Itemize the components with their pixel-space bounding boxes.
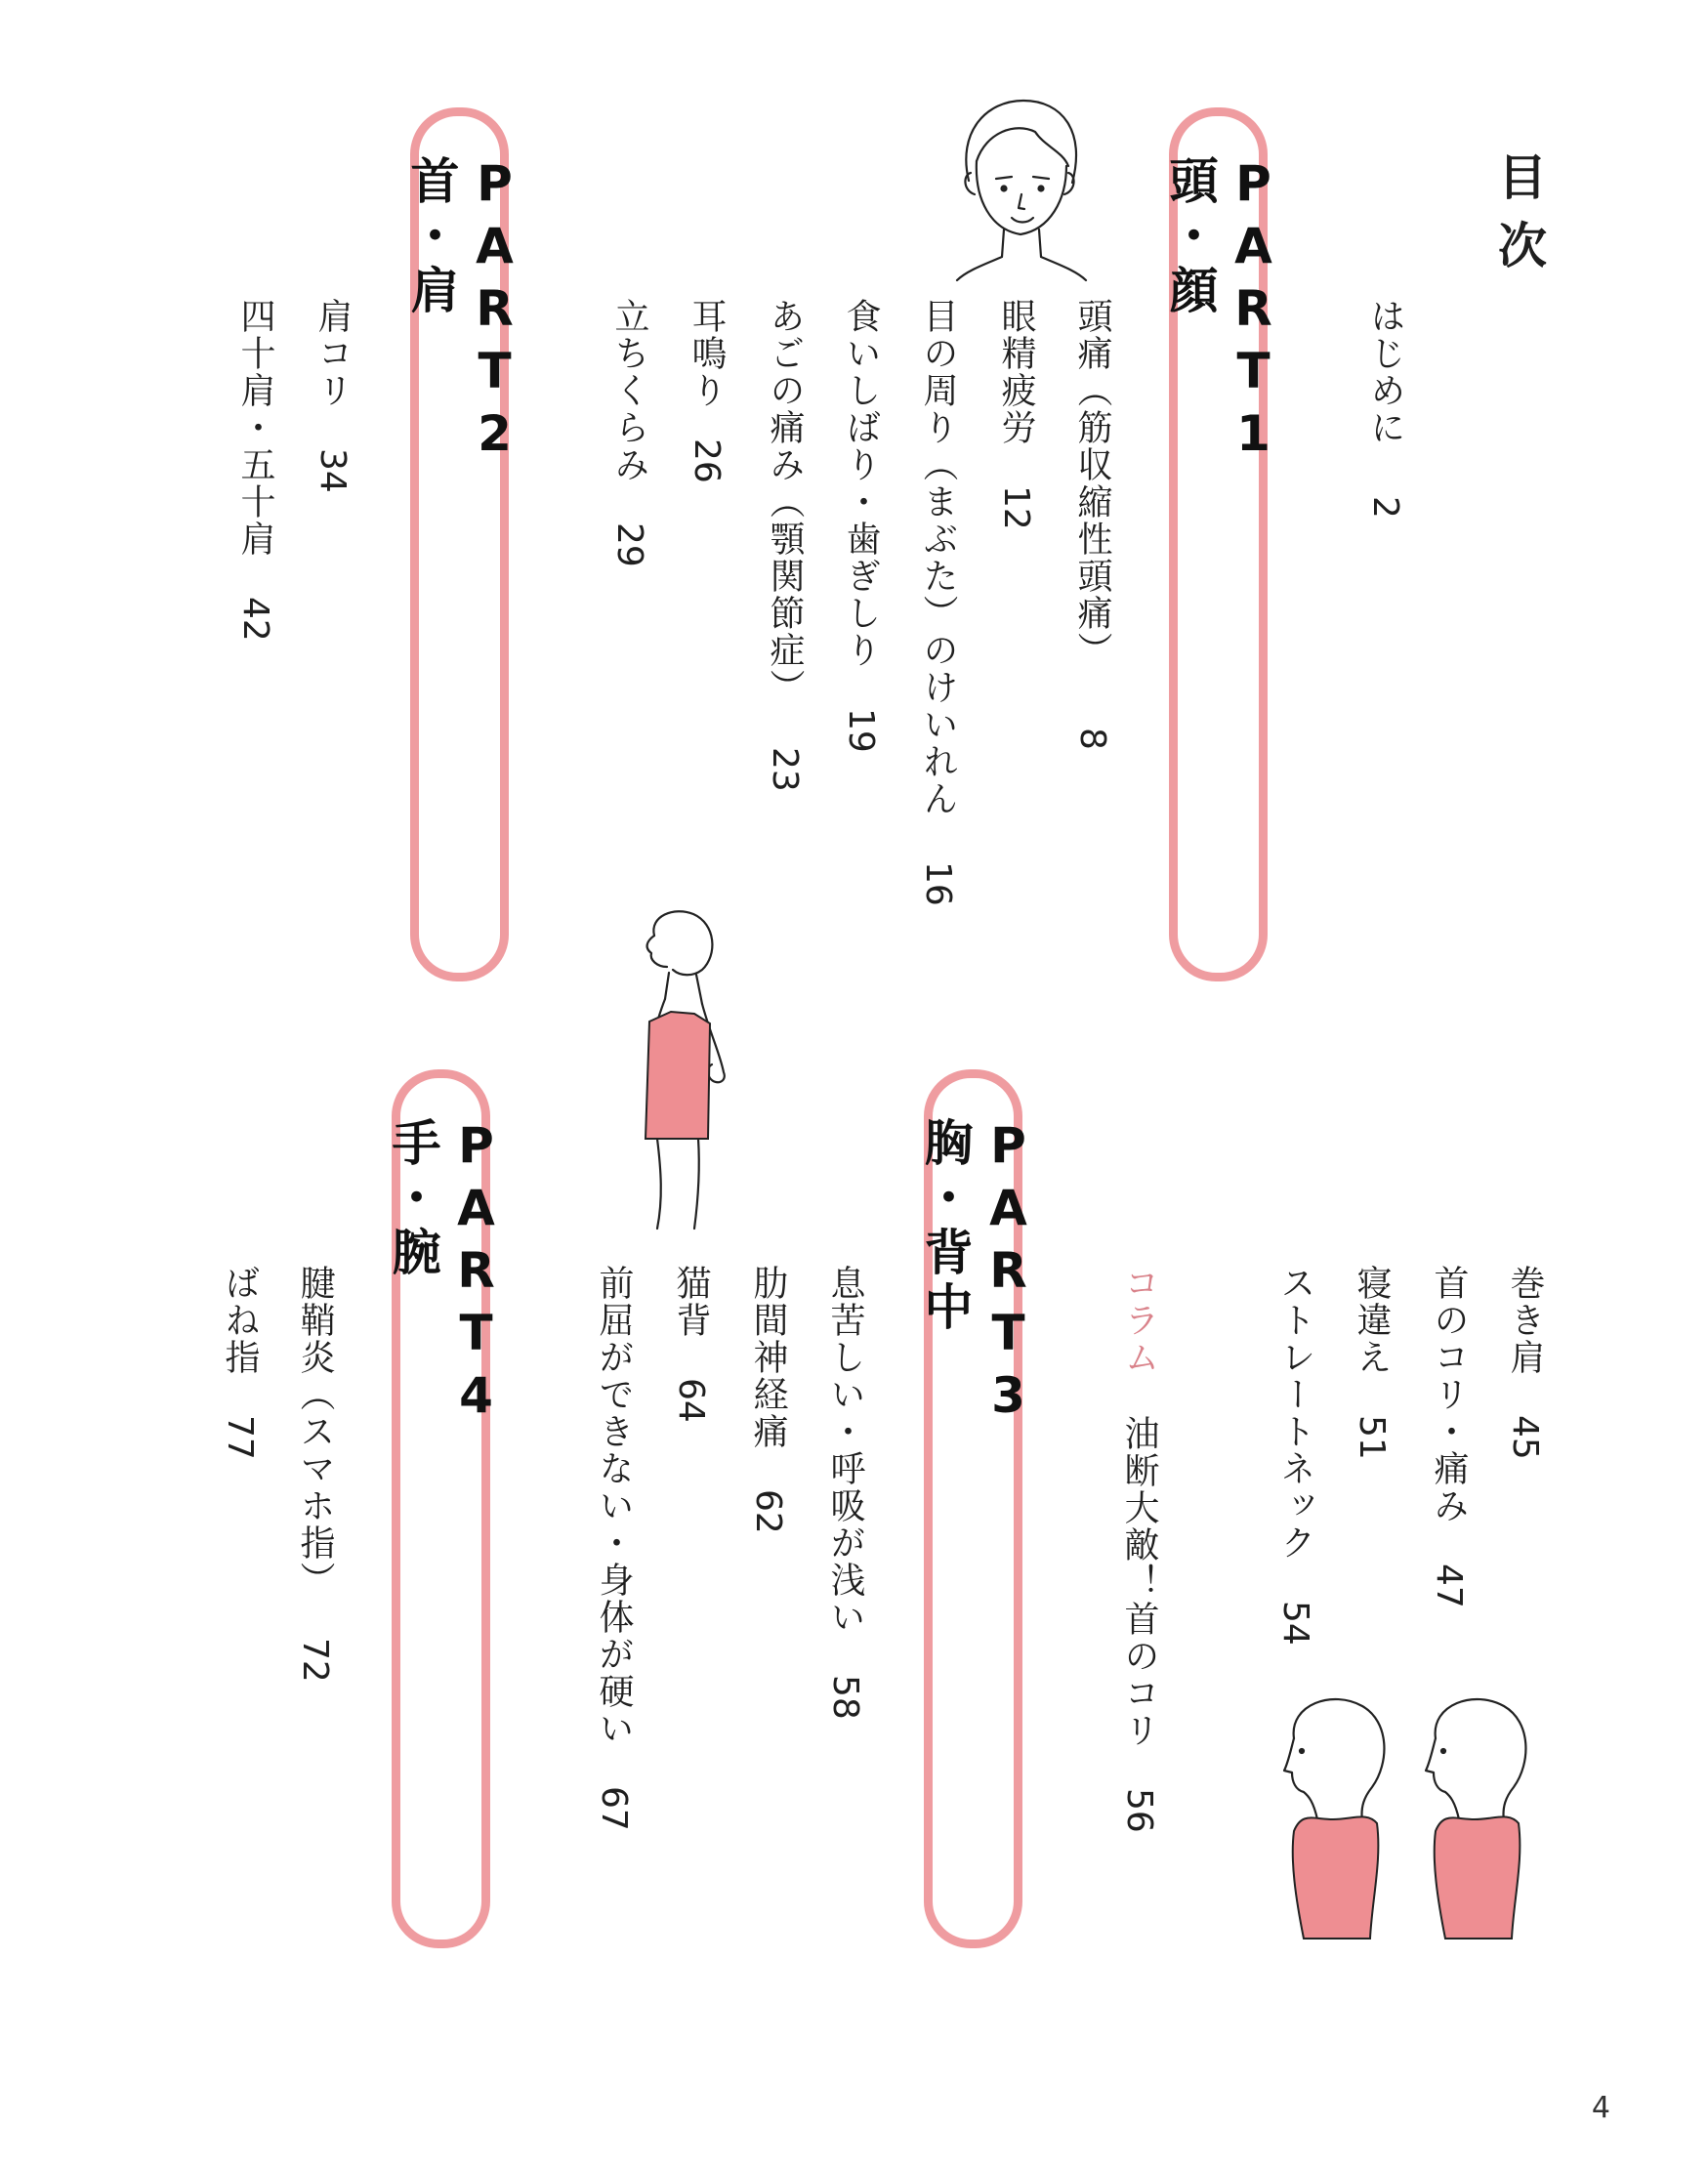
toc-entry-page: 62 xyxy=(748,1489,788,1534)
part1-header xyxy=(1161,107,1282,981)
page-title: 目次 xyxy=(1490,151,1547,288)
part4-header xyxy=(384,1069,505,1948)
toc-entry-label: 前屈ができない・身体が硬い xyxy=(594,1265,634,1747)
part2-header xyxy=(402,107,523,981)
toc-entry-label: 目の周り（まぶた）のけいれん xyxy=(918,298,958,817)
toc-entry[interactable] xyxy=(1505,1265,1545,1460)
column-tag: コラム xyxy=(1119,1265,1159,1376)
toc-entry[interactable] xyxy=(918,298,958,906)
toc-entry-intro[interactable] xyxy=(1365,298,1405,520)
toc-entry-label: あごの痛み（顎関節症） xyxy=(765,298,805,706)
toc-entry-label: はじめに xyxy=(1365,298,1405,446)
toc-entry[interactable] xyxy=(765,298,805,792)
part3-number: PART3 xyxy=(979,1117,1037,1430)
toc-entry-label: ばね指 xyxy=(220,1265,260,1376)
toc-entry[interactable] xyxy=(1352,1265,1392,1460)
toc-entry[interactable] xyxy=(671,1265,711,1423)
toc-entry-page: 51 xyxy=(1352,1415,1392,1460)
toc-entry-label: 油断大敵！首のコリ xyxy=(1119,1415,1159,1749)
toc-entry-page: 2 xyxy=(1365,496,1405,520)
toc-entry[interactable] xyxy=(748,1265,788,1534)
toc-entry-page: 12 xyxy=(996,485,1036,530)
toc-entry-label: 肋間神経痛 xyxy=(748,1265,788,1450)
toc-entry-label: ストレートネック xyxy=(1275,1265,1315,1562)
toc-entry-page: 42 xyxy=(235,597,275,642)
toc-entry-page: 58 xyxy=(825,1675,865,1720)
toc-entry-page: 26 xyxy=(687,438,727,483)
toc-entry-page: 29 xyxy=(609,522,649,567)
toc-entry-page: 54 xyxy=(1275,1601,1315,1646)
toc-entry-page: 64 xyxy=(671,1378,711,1423)
toc-entry-label: 肩コリ xyxy=(312,298,353,409)
part4-name: 手・腕 xyxy=(384,1117,441,1281)
toc-entry-page: 23 xyxy=(765,747,805,792)
toc-entry[interactable] xyxy=(996,298,1036,530)
part2-name: 首・肩 xyxy=(402,155,460,319)
part3-name: 胸・背中 xyxy=(916,1117,974,1336)
toc-entry[interactable] xyxy=(220,1265,260,1460)
woman-face-illustration xyxy=(947,93,1094,288)
toc-entry-page: 72 xyxy=(295,1638,335,1683)
toc-entry[interactable] xyxy=(825,1265,865,1720)
profile-heads-illustration xyxy=(1274,1694,1553,1953)
toc-entry[interactable] xyxy=(594,1265,634,1831)
toc-entry[interactable] xyxy=(235,298,275,642)
toc-entry-label: 寝違え xyxy=(1352,1265,1392,1376)
toc-entry-page: 47 xyxy=(1429,1564,1469,1608)
toc-entry-label: 猫背 xyxy=(671,1265,711,1339)
part2-number: PART2 xyxy=(466,155,523,468)
toc-entry-page: 67 xyxy=(594,1786,634,1831)
part4-number: PART4 xyxy=(447,1117,505,1430)
toc-entry-page: 45 xyxy=(1505,1415,1545,1460)
toc-entry-page: 34 xyxy=(312,448,353,493)
toc-entry-page: 56 xyxy=(1119,1788,1159,1833)
toc-entry-column[interactable] xyxy=(1119,1265,1159,1833)
toc-entry-label: 頭痛（筋収縮性頭痛） xyxy=(1072,298,1112,669)
page-number: 4 xyxy=(1591,2091,1610,2125)
toc-entry-page: 77 xyxy=(220,1415,260,1460)
toc-entry-label: 四十肩・五十肩 xyxy=(235,298,275,558)
toc-entry-page: 8 xyxy=(1072,728,1112,750)
toc-entry-label: 巻き肩 xyxy=(1505,1265,1545,1376)
toc-entry-label: 首のコリ・痛み xyxy=(1429,1265,1469,1524)
toc-entry-label: 腱鞘炎（スマホ指） xyxy=(295,1265,335,1599)
toc-entry[interactable] xyxy=(1275,1265,1315,1646)
part1-number: PART1 xyxy=(1225,155,1282,468)
toc-entry[interactable] xyxy=(687,298,727,483)
toc-entry[interactable] xyxy=(841,298,881,753)
toc-entry-label: 息苦しい・呼吸が浅い xyxy=(825,1265,865,1636)
toc-entry[interactable] xyxy=(609,298,649,567)
part1-name: 頭・顔 xyxy=(1161,155,1219,319)
toc-entry[interactable] xyxy=(295,1265,335,1683)
toc-entry-label: 食いしばり・歯ぎしり xyxy=(841,298,881,669)
toc-entry-label: 耳鳴り xyxy=(687,298,727,409)
toc-entry-page: 16 xyxy=(918,861,958,906)
part3-header xyxy=(916,1069,1037,1948)
toc-entry[interactable] xyxy=(1429,1265,1469,1608)
toc-entry-label: 立ちくらみ xyxy=(609,298,649,483)
toc-entry-page: 19 xyxy=(841,708,881,753)
toc-entry[interactable] xyxy=(1072,298,1112,750)
toc-entry-label: 眼精疲労 xyxy=(996,298,1036,446)
stretching-figure-illustration xyxy=(601,906,757,1238)
toc-entry[interactable] xyxy=(312,298,353,493)
